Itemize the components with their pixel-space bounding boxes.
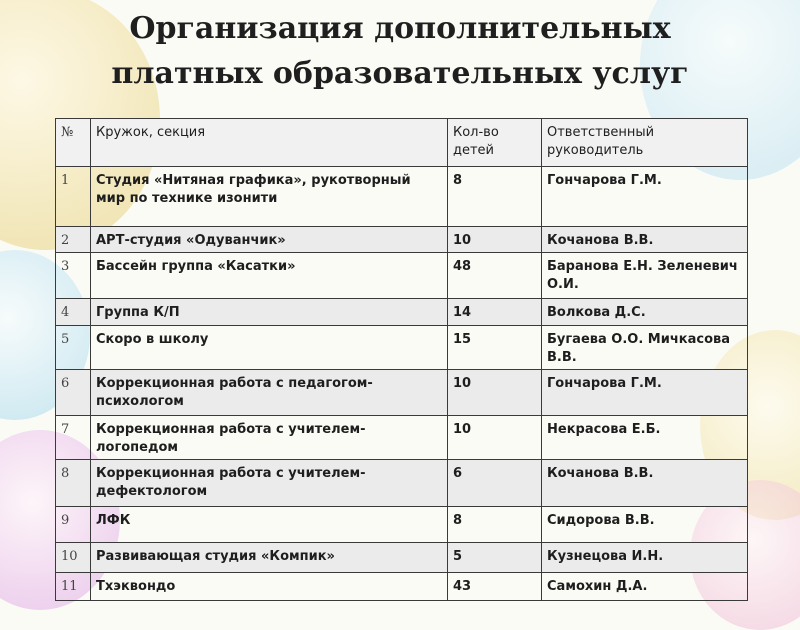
leader-name: Бугаева О.О. Мичкасова В.В. (542, 326, 748, 370)
leader-name: Сидорова В.В. (542, 507, 748, 543)
table-row (56, 370, 748, 416)
title-line-2: платных образовательных услуг (111, 56, 689, 91)
row-number: 7 (56, 416, 91, 460)
club-name: Коррекционная работа с учителем-логопедом (91, 416, 448, 460)
services-table (55, 118, 748, 601)
leader-name: Гончарова Г.М. (542, 167, 748, 227)
header-club: Кружок, секция (91, 119, 448, 167)
table-row (56, 507, 748, 543)
row-number: 11 (56, 573, 91, 601)
table-row (56, 416, 748, 460)
leader-name: Волкова Д.С. (542, 299, 748, 326)
title-line-1: Организация дополнительных (129, 11, 671, 46)
table-header-row (56, 119, 748, 167)
children-count: 10 (448, 370, 542, 416)
header-leader: Ответственный руководитель (542, 119, 748, 167)
club-name: Студия «Нитяная графика», рукотворный мир по технике изонити (91, 167, 448, 227)
row-number: 6 (56, 370, 91, 416)
leader-name: Самохин Д.А. (542, 573, 748, 601)
children-count: 10 (448, 227, 542, 253)
club-name: Бассейн группа «Касатки» (91, 253, 448, 299)
children-count: 8 (448, 167, 542, 227)
header-number: № (56, 119, 91, 167)
club-name: ЛФК (91, 507, 448, 543)
table-row (56, 253, 748, 299)
table-row (56, 299, 748, 326)
table-row (56, 326, 748, 370)
row-number: 10 (56, 543, 91, 573)
children-count: 14 (448, 299, 542, 326)
table-row (56, 460, 748, 507)
table-row (56, 573, 748, 601)
row-number: 5 (56, 326, 91, 370)
children-count: 48 (448, 253, 542, 299)
children-count: 43 (448, 573, 542, 601)
table-row (56, 167, 748, 227)
leader-name: Баранова Е.Н. Зеленевич О.И. (542, 253, 748, 299)
row-number: 4 (56, 299, 91, 326)
leader-name: Кочанова В.В. (542, 460, 748, 507)
club-name: Коррекционная работа с педагогом-психологом (91, 370, 448, 416)
children-count: 5 (448, 543, 542, 573)
children-count: 15 (448, 326, 542, 370)
children-count: 6 (448, 460, 542, 507)
club-name: Скоро в школу (91, 326, 448, 370)
table-row (56, 227, 748, 253)
table-row (56, 543, 748, 573)
leader-name: Кочанова В.В. (542, 227, 748, 253)
club-name: Группа К/П (91, 299, 448, 326)
leader-name: Некрасова Е.Б. (542, 416, 748, 460)
children-count: 8 (448, 507, 542, 543)
leader-name: Кузнецова И.Н. (542, 543, 748, 573)
club-name: АРТ-студия «Одуванчик» (91, 227, 448, 253)
row-number: 9 (56, 507, 91, 543)
page-title (40, 6, 760, 96)
club-name: Развивающая студия «Компик» (91, 543, 448, 573)
row-number: 1 (56, 167, 91, 227)
row-number: 3 (56, 253, 91, 299)
club-name: Коррекционная работа с учителем-дефектологом (91, 460, 448, 507)
leader-name: Гончарова Г.М. (542, 370, 748, 416)
row-number: 8 (56, 460, 91, 507)
row-number: 2 (56, 227, 91, 253)
children-count: 10 (448, 416, 542, 460)
header-count: Кол-во детей (448, 119, 542, 167)
club-name: Тхэквондо (91, 573, 448, 601)
